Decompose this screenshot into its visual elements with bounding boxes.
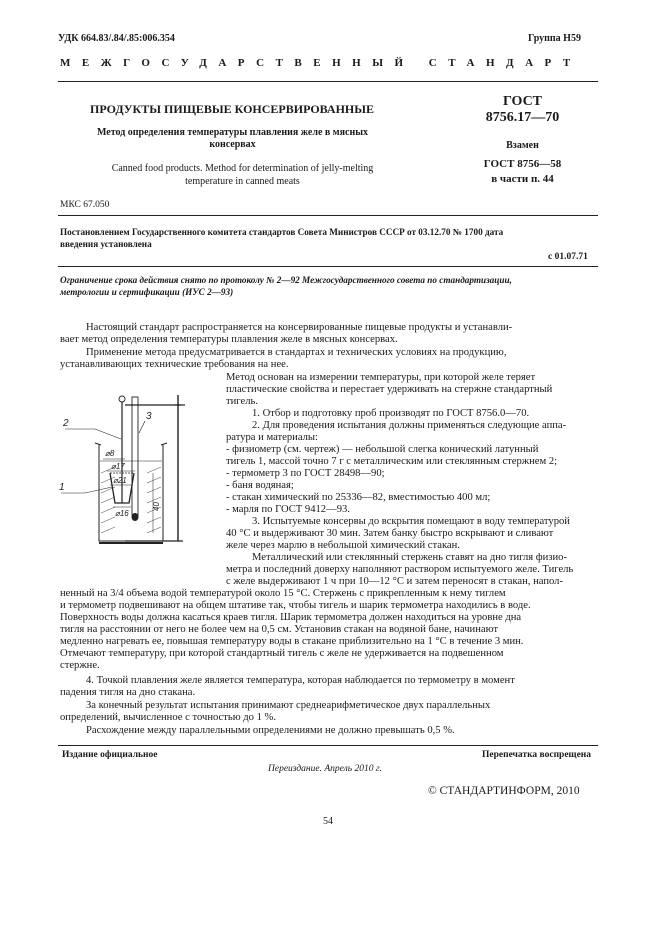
- dim-d21: ⌀21: [113, 476, 127, 485]
- result-line-2: определений, вычисленное с точностью до 1 %.: [60, 712, 277, 723]
- figure-label-1: 1: [59, 482, 65, 493]
- section-4-line-1: 4. Точкой плавления желе является температура, которая наблюдается по термометру в момент: [86, 675, 515, 686]
- dim-d8: ⌀8: [105, 449, 115, 458]
- apparatus-thermometer: - термометр 3 по ГОСТ 28498—90;: [226, 468, 385, 479]
- group-code: Группа Н59: [528, 33, 581, 44]
- application-line-2: устанавливающих технические требования на нее.: [60, 359, 289, 370]
- standard-banner: МЕЖГОСУДАРСТВЕННЫЙ СТАНДАРТ: [60, 57, 582, 69]
- procedure-line-2: метра и последний доверху наполняют раствором испытуемого желе. Тигель: [226, 564, 574, 575]
- decree-line-2: введения установлена: [60, 239, 152, 249]
- procedure-line-10: стержне.: [60, 660, 100, 671]
- procedure-line-5: и термометр подвешивают на общем штативе так, чтобы тигель и шарик термометра находились в воде.: [60, 600, 531, 611]
- official-edition: Издание официальное: [62, 750, 158, 760]
- figure-label-3: 3: [146, 411, 152, 422]
- procedure-line-7: тигля на расстоянии от него не более чем на 0,5 см. Установив стакан на водяной бане, начинают: [60, 624, 498, 635]
- section-3-line-3: желе через марлю в небольшой химический стакан.: [226, 540, 460, 551]
- gost-number: 8756.17—70: [485, 110, 560, 125]
- physiometer-drawing: [55, 393, 235, 550]
- section-1: 1. Отбор и подготовку проб производят по ГОСТ 8756.0—70.: [252, 408, 530, 419]
- udk-code: УДК 664.83/.84/.85:006.354: [58, 33, 175, 44]
- subtitle-line-2: консервах: [209, 139, 256, 150]
- page-number: 54: [323, 816, 333, 827]
- procedure-line-3: с желе выдерживают 1 ч при 10—12 °С и затем переносят в стакан, напол-: [226, 576, 563, 587]
- dim-d17: ⌀17: [111, 462, 125, 471]
- section-2-line-1: 2. Для проведения испытания должны применяться следующие аппа-: [252, 420, 567, 431]
- apparatus-beaker: - стакан химический по 25336—82, вместимостью 400 мл;: [226, 492, 491, 503]
- gost-label: ГОСТ: [502, 94, 543, 109]
- figure-label-2: 2: [63, 418, 69, 429]
- apparatus-physiometer-1: - физиометр (см. чертеж) — небольшой слегка конический латунный: [226, 444, 539, 455]
- section-4-line-2: падения тигля на дно стакана.: [60, 687, 196, 698]
- footer-divider: [58, 745, 598, 746]
- decree-divider: [58, 266, 598, 267]
- reprint-banned: Перепечатка воспрещена: [482, 750, 592, 760]
- procedure-line-8: медленно нагревать ее, повышая температуру воды в стакане приблизительно на 1 °С в течение 3 мин.: [60, 636, 524, 647]
- procedure-line-1: Металлический или стеклянный стержень ставят на дно тигля физио-: [252, 552, 567, 563]
- instead-label: Взамен: [506, 140, 539, 151]
- reissue-note: Переиздание. Апрель 2010 г.: [268, 764, 382, 774]
- copyright: © СТАНДАРТИНФОРМ, 2010: [428, 785, 580, 797]
- instead-gost: ГОСТ 8756—58: [483, 158, 562, 170]
- english-title-line-2: temperature in canned meats: [185, 176, 300, 187]
- subtitle-line-1: Метод определения температуры плавления желе в мясных: [96, 127, 369, 138]
- discrepancy-line: Расхождение между параллельными определениями не должно превышать 0,5 %.: [86, 725, 455, 736]
- apparatus-water-bath: - баня водяная;: [226, 480, 294, 491]
- dim-40: 40: [152, 502, 161, 511]
- intro-line-2: вает метод определения температуры плавления желе в мясных консервах.: [60, 334, 398, 345]
- decree-date: с 01.07.71: [548, 252, 588, 262]
- method-line-1: Метод основан на измерении температуры, при которой желе теряет: [226, 372, 536, 383]
- header-divider: [58, 81, 598, 82]
- application-line-1: Применение метода предусматривается в стандартах и технических условиях на продукцию,: [86, 347, 507, 358]
- method-line-2: пластические свойства и перестает удерживать на стержне стандартный: [226, 384, 553, 395]
- mks-code: МКС 67.050: [60, 200, 110, 210]
- procedure-line-6: Поверхность воды должна касаться краев тигля. Шарик термометра должен находиться на уровне дна: [60, 612, 522, 623]
- procedure-line-4: ненный на 3/4 объема водой температурой около 15 °С. Стержень с прикрепленным к нему тиглем: [60, 588, 506, 599]
- restriction-line-1: Ограничение срока действия снято по протоколу № 2—92 Межгосударственного совета по стандартизации,: [60, 275, 512, 285]
- apparatus-physiometer-2: тигель 1, массой точно 7 г с металлическим или стеклянным стержнем 2;: [226, 456, 558, 467]
- physiometer-figure: [55, 393, 235, 550]
- section-3-line-1: 3. Испытуемые консервы до вскрытия помещают в воду температурой: [252, 516, 570, 527]
- dim-d16: ⌀16: [115, 509, 129, 518]
- section-2-line-2: ратура и материалы:: [226, 432, 318, 443]
- title-divider: [58, 215, 598, 216]
- section-3-line-2: 40 °С и выдерживают 30 мин. Затем банку быстро вскрывают и сливают: [226, 528, 554, 539]
- page-title: ПРОДУКТЫ ПИЩЕВЫЕ КОНСЕРВИРОВАННЫЕ: [90, 102, 375, 116]
- english-title-line-1: Canned food products. Method for determination of jelly-melting: [111, 163, 374, 174]
- instead-part: в части п. 44: [491, 173, 554, 185]
- intro-line-1: Настоящий стандарт распространяется на консервированные пищевые продукты и устанавли-: [86, 322, 513, 333]
- method-line-3: тигель.: [226, 396, 258, 407]
- restriction-line-2: метрологии и сертификации (ИУС 2—93): [60, 287, 234, 297]
- procedure-line-9: Отмечают температуру, при которой стандартный тигель с желе не удерживается на подвешенном: [60, 648, 504, 659]
- decree-line-1: Постановлением Государственного комитета стандартов Совета Министров СССР от 03.12.70 № 1700 дата: [60, 227, 504, 237]
- result-line-1: За конечный результат испытания принимают среднеарифметическое двух параллельных: [86, 700, 491, 711]
- apparatus-gauze: - марля по ГОСТ 9412—93.: [226, 504, 350, 515]
